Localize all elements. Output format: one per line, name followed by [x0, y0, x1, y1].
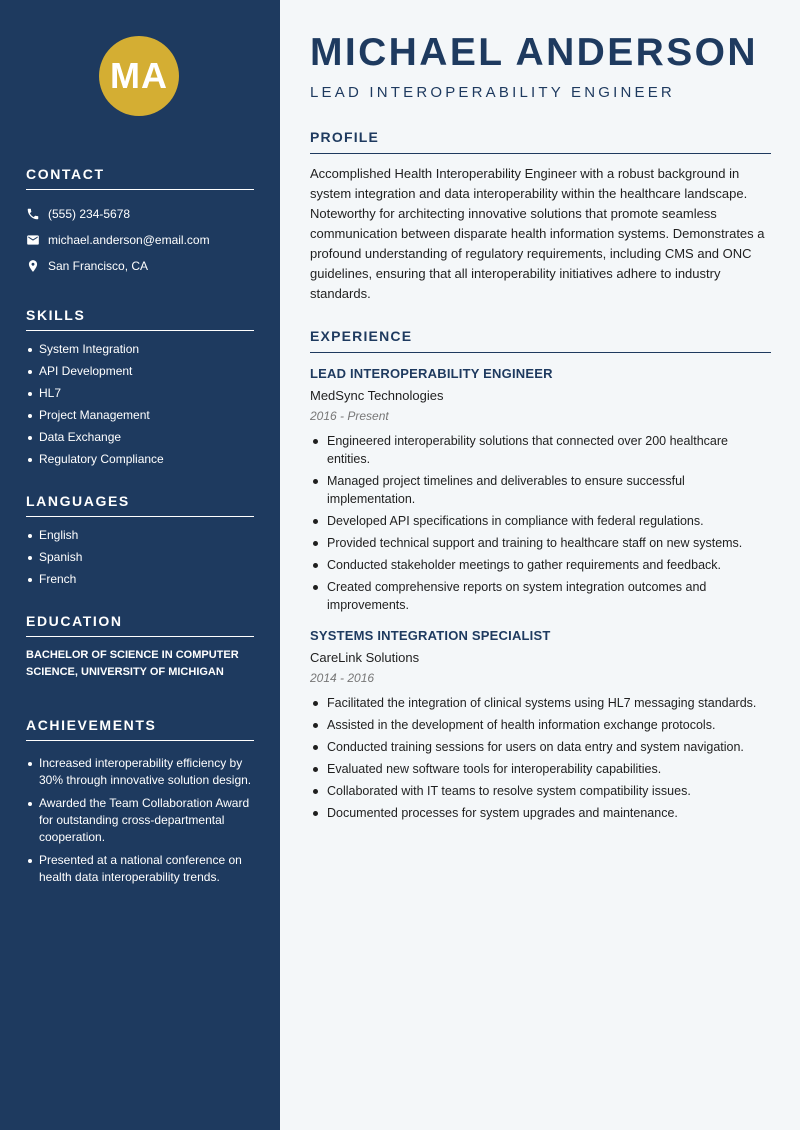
experience-heading: EXPERIENCE [310, 328, 771, 353]
candidate-name: MICHAEL ANDERSON [310, 31, 758, 74]
list-item: Regulatory Compliance [26, 451, 254, 468]
list-item: Collaborated with IT teams to resolve system compatibility issues. [310, 782, 771, 800]
job-entry [310, 628, 771, 822]
education-heading: EDUCATION [26, 613, 254, 637]
education-degree: BACHELOR OF SCIENCE IN COMPUTER SCIENCE, UNIVERSITY OF MICHIGAN [26, 649, 239, 678]
list-item: HL7 [26, 385, 254, 402]
list-item: Increased interoperability efficiency by 30% through innovative solution design. [26, 755, 254, 789]
contact-location [26, 253, 254, 279]
skills-list [26, 341, 254, 468]
languages-heading: LANGUAGES [26, 493, 254, 517]
list-item: Managed project timelines and deliverables to ensure successful implementation. [310, 472, 771, 508]
list-item: Facilitated the integration of clinical systems using HL7 messaging standards. [310, 694, 771, 712]
job-title: LEAD INTEROPERABILITY ENGINEER [310, 366, 553, 381]
sidebar [0, 0, 280, 1130]
contact-section [26, 166, 254, 279]
profile-section [310, 129, 771, 304]
skills-heading: SKILLS [26, 307, 254, 331]
profile-text: Accomplished Health Interoperability Engineer with a robust background in system integration and data interoperability within the healthcare landscape. Noteworthy for architecting innovative solutions that promote seamless communication between disparate health information systems. Demonstrates a profound understanding of regulatory requirements, including CMS and ONC guidelines, ensuring that all interoperability initiatives adhere to industry standards. [310, 166, 765, 301]
list-item: Conducted stakeholder meetings to gather requirements and feedback. [310, 556, 771, 574]
main-content [280, 0, 800, 1130]
email-icon [26, 233, 40, 247]
list-item: Awarded the Team Collaboration Award for outstanding cross-departmental cooperation. [26, 795, 254, 846]
job-dates: 2016 - Present [310, 409, 389, 423]
list-item: Provided technical support and training to healthcare staff on new systems. [310, 534, 771, 552]
contact-email [26, 227, 254, 253]
list-item: Spanish [26, 549, 254, 566]
languages-list [26, 527, 254, 588]
list-item: Presented at a national conference on health data interoperability trends. [26, 852, 254, 886]
avatar [99, 36, 179, 116]
location-pin-icon [26, 259, 40, 273]
phone-icon [26, 207, 40, 221]
avatar-initials: MA [110, 55, 168, 96]
list-item: Data Exchange [26, 429, 254, 446]
job-entry [310, 366, 771, 614]
contact-list [26, 201, 254, 279]
list-item: Assisted in the development of health information exchange protocols. [310, 716, 771, 734]
profile-heading: PROFILE [310, 129, 771, 154]
candidate-title: LEAD INTEROPERABILITY ENGINEER [310, 84, 675, 101]
job-bullets [310, 694, 771, 822]
job-company: MedSync Technologies [310, 388, 444, 403]
list-item: System Integration [26, 341, 254, 358]
contact-heading: CONTACT [26, 166, 254, 190]
languages-section [26, 493, 254, 588]
list-item: API Development [26, 363, 254, 380]
list-item: Project Management [26, 407, 254, 424]
job-dates: 2014 - 2016 [310, 671, 375, 685]
experience-section [310, 328, 771, 822]
list-item: English [26, 527, 254, 544]
achievements-list [26, 755, 254, 886]
list-item: Documented processes for system upgrades and maintenance. [310, 804, 771, 822]
contact-location-text: San Francisco, CA [48, 259, 149, 273]
achievements-heading: ACHIEVEMENTS [26, 717, 254, 741]
job-bullets [310, 432, 771, 614]
achievements-section [26, 717, 254, 886]
list-item: Engineered interoperability solutions that connected over 200 healthcare entities. [310, 432, 771, 468]
skills-section [26, 307, 254, 468]
job-title: SYSTEMS INTEGRATION SPECIALIST [310, 628, 551, 643]
contact-phone-text[interactable]: (555) 234-5678 [48, 207, 131, 221]
contact-phone [26, 201, 254, 227]
job-company: CareLink Solutions [310, 650, 420, 665]
list-item: French [26, 571, 254, 588]
list-item: Evaluated new software tools for interoperability capabilities. [310, 760, 771, 778]
list-item: Developed API specifications in compliance with federal regulations. [310, 512, 771, 530]
education-section [26, 613, 254, 681]
list-item: Created comprehensive reports on system integration outcomes and improvements. [310, 578, 771, 614]
contact-email-text[interactable]: michael.anderson@email.com [48, 233, 210, 247]
list-item: Conducted training sessions for users on data entry and system navigation. [310, 738, 771, 756]
